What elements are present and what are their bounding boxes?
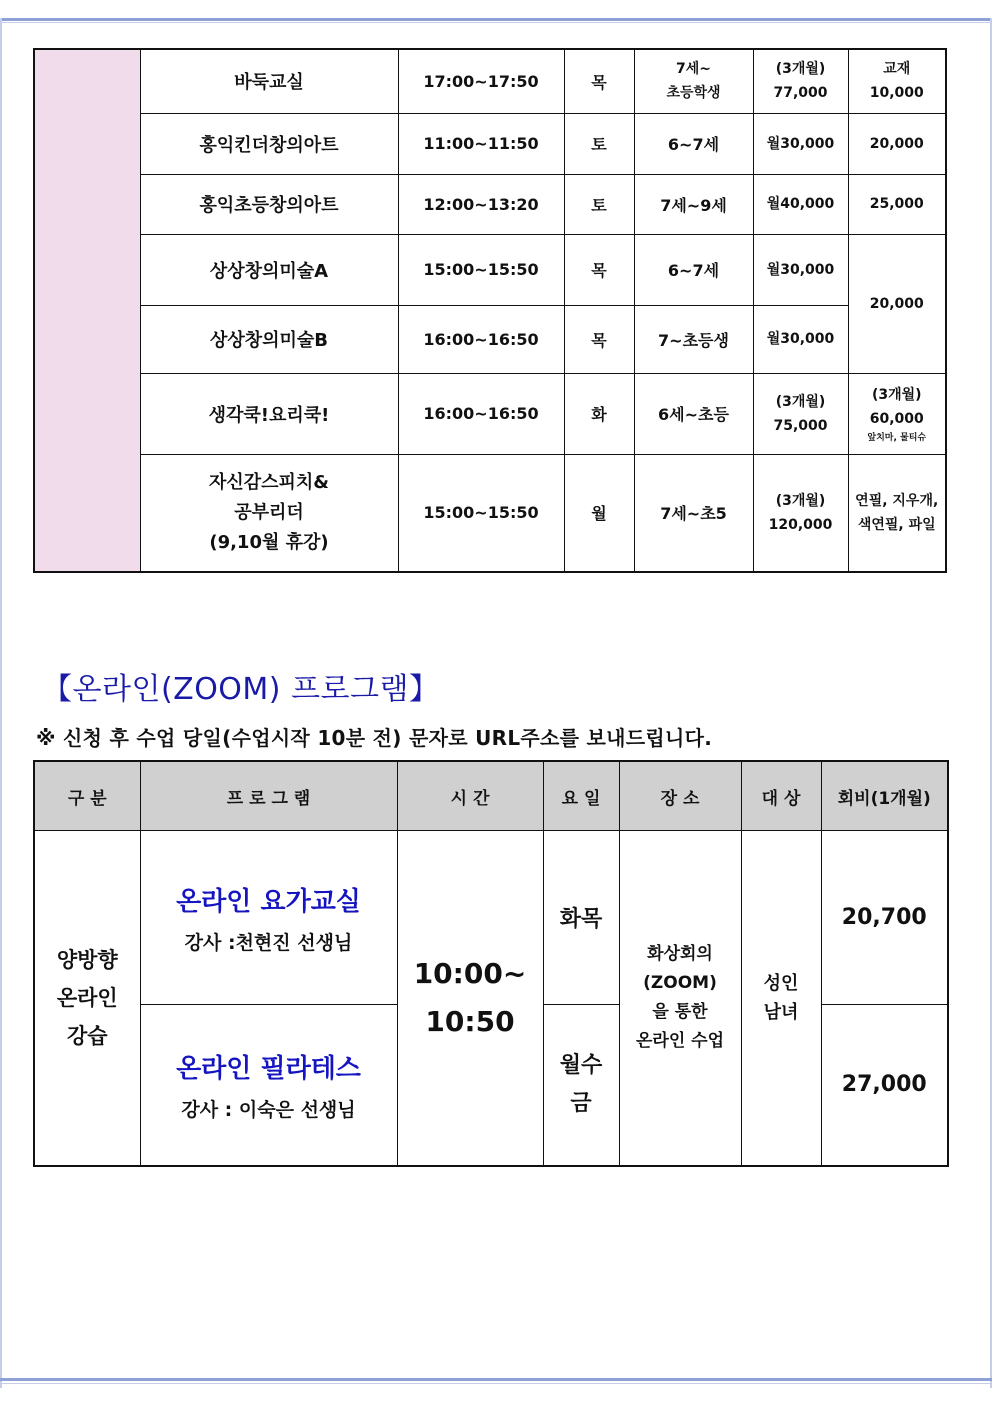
program-name: 바둑교실 [140,49,398,113]
time-line: 10:50 [425,1004,515,1038]
class-target [741,831,821,1166]
material-period: (3개월) [871,386,922,403]
table-row [34,454,946,572]
fee-cell: 20,700 [821,831,948,1005]
program-name: 상상창의미술B [140,305,398,373]
page-frame-top [0,18,992,21]
material-label: 교재 [883,61,911,78]
program-name: 생각쿡!요리쿡! [140,373,398,454]
program-name: 홍익초등창의아트 [140,174,398,234]
tuition-fee [753,49,848,113]
class-time [397,831,543,1166]
day-line: 금 [570,1090,592,1116]
class-day: 토 [564,174,634,234]
online-program-table [33,760,949,1167]
table-row [34,174,946,234]
material-fee: 25,000 [848,174,946,234]
offline-program-table [33,48,947,573]
header-time: 시 간 [397,761,543,831]
class-time: 15:00~15:50 [398,234,564,305]
table-row [34,234,946,305]
table-row [34,113,946,174]
place-line: 을 통한 [652,1001,708,1022]
class-day: 목 [564,234,634,305]
place-line: 화상회의 [647,943,713,964]
class-place [619,831,741,1166]
target-age: 6~7세 [634,234,753,305]
category-cell [34,831,140,1166]
day-line: 월수 [559,1052,603,1078]
class-time: 15:00~15:50 [398,454,564,572]
material-fee: 20,000 [848,234,946,373]
category-line: 강습 [66,1023,108,1048]
program-line: 공부리더 [234,501,304,523]
target-age: 7~초등생 [634,305,753,373]
tuition-fee: 월30,000 [753,305,848,373]
class-day: 화 [564,373,634,454]
program-name: 홍익킨더창의아트 [140,113,398,174]
tuition-fee: 월40,000 [753,174,848,234]
class-day: 화목 [543,831,619,1005]
table-row [34,831,948,1005]
class-time: 16:00~16:50 [398,373,564,454]
target-age: 6~7세 [634,113,753,174]
target-age: 7세~9세 [634,174,753,234]
category-line: 온라인 [56,985,118,1010]
header-fee: 회비(1개월) [821,761,948,831]
material-fee [848,373,946,454]
class-day: 월 [564,454,634,572]
page-frame-bottom [0,1378,992,1381]
class-day: 토 [564,113,634,174]
material-line: 연필, 지우개, [855,492,939,509]
material-amount: 60,000 [869,410,924,427]
program-line: (9,10월 휴강) [209,531,329,553]
target-line: 초등학생 [666,85,721,102]
header-category: 구 분 [34,761,140,831]
tuition-fee: 월30,000 [753,113,848,174]
fee-amount: 77,000 [773,85,828,102]
tuition-fee [753,373,848,454]
online-section-title: 【온라인(ZOOM) 프로그램】 [42,672,440,707]
online-notice: ※ 신청 후 수업 당일(수업시작 10분 전) 문자로 URL주소를 보내드립니다. [36,726,713,750]
target-age: 7세~초5 [634,454,753,572]
header-program: 프 로 그 램 [140,761,397,831]
target-age: 6세~초등 [634,373,753,454]
time-line: 10:00~ [413,956,527,990]
page-frame-bottom-inner [0,1383,992,1384]
table-header-row [34,761,948,831]
tuition-fee: 월30,000 [753,234,848,305]
program-title: 온라인 필라테스 [176,1053,361,1084]
program-cell [140,831,397,1005]
header-day: 요 일 [543,761,619,831]
program-name [140,454,398,572]
category-line: 양방향 [56,947,118,972]
target-line: 남녀 [763,1001,799,1023]
fee-amount: 75,000 [773,417,828,434]
table-row [34,305,946,373]
page-frame-left [0,18,2,1388]
class-time: 11:00~11:50 [398,113,564,174]
material-amount: 10,000 [869,85,924,102]
fee-period: (3개월) [775,61,826,78]
class-day: 목 [564,305,634,373]
material-fee: 20,000 [848,113,946,174]
class-time: 12:00~13:20 [398,174,564,234]
header-place: 장 소 [619,761,741,831]
program-cell [140,1005,397,1166]
header-target: 대 상 [741,761,821,831]
table-row [34,49,946,113]
program-title: 온라인 요가교실 [176,886,361,917]
class-day [543,1005,619,1166]
material-fee [848,454,946,572]
material-note: 앞치마, 물티슈 [867,432,927,443]
target-line: 7세~ [676,61,711,78]
program-name: 상상창의미술A [140,234,398,305]
tuition-fee [753,454,848,572]
class-time: 16:00~16:50 [398,305,564,373]
material-fee [848,49,946,113]
fee-amount: 120,000 [768,516,833,533]
program-line: 자신감스피치& [208,471,330,493]
place-line: (ZOOM) [643,972,717,993]
target-line: 성인 [763,972,799,994]
program-teacher: 강사 : 이숙은 선생님 [181,1098,356,1121]
class-day: 목 [564,49,634,113]
class-time: 17:00~17:50 [398,49,564,113]
place-line: 온라인 수업 [635,1030,725,1051]
fee-cell: 27,000 [821,1005,948,1166]
fee-period: (3개월) [775,393,826,410]
category-cell [34,49,140,572]
table-row [34,373,946,454]
page-frame-top-inner [0,22,992,23]
program-teacher: 강사 :천현진 선생님 [184,931,353,954]
target-age [634,49,753,113]
material-line: 색연필, 파일 [857,516,936,533]
fee-period: (3개월) [775,492,826,509]
